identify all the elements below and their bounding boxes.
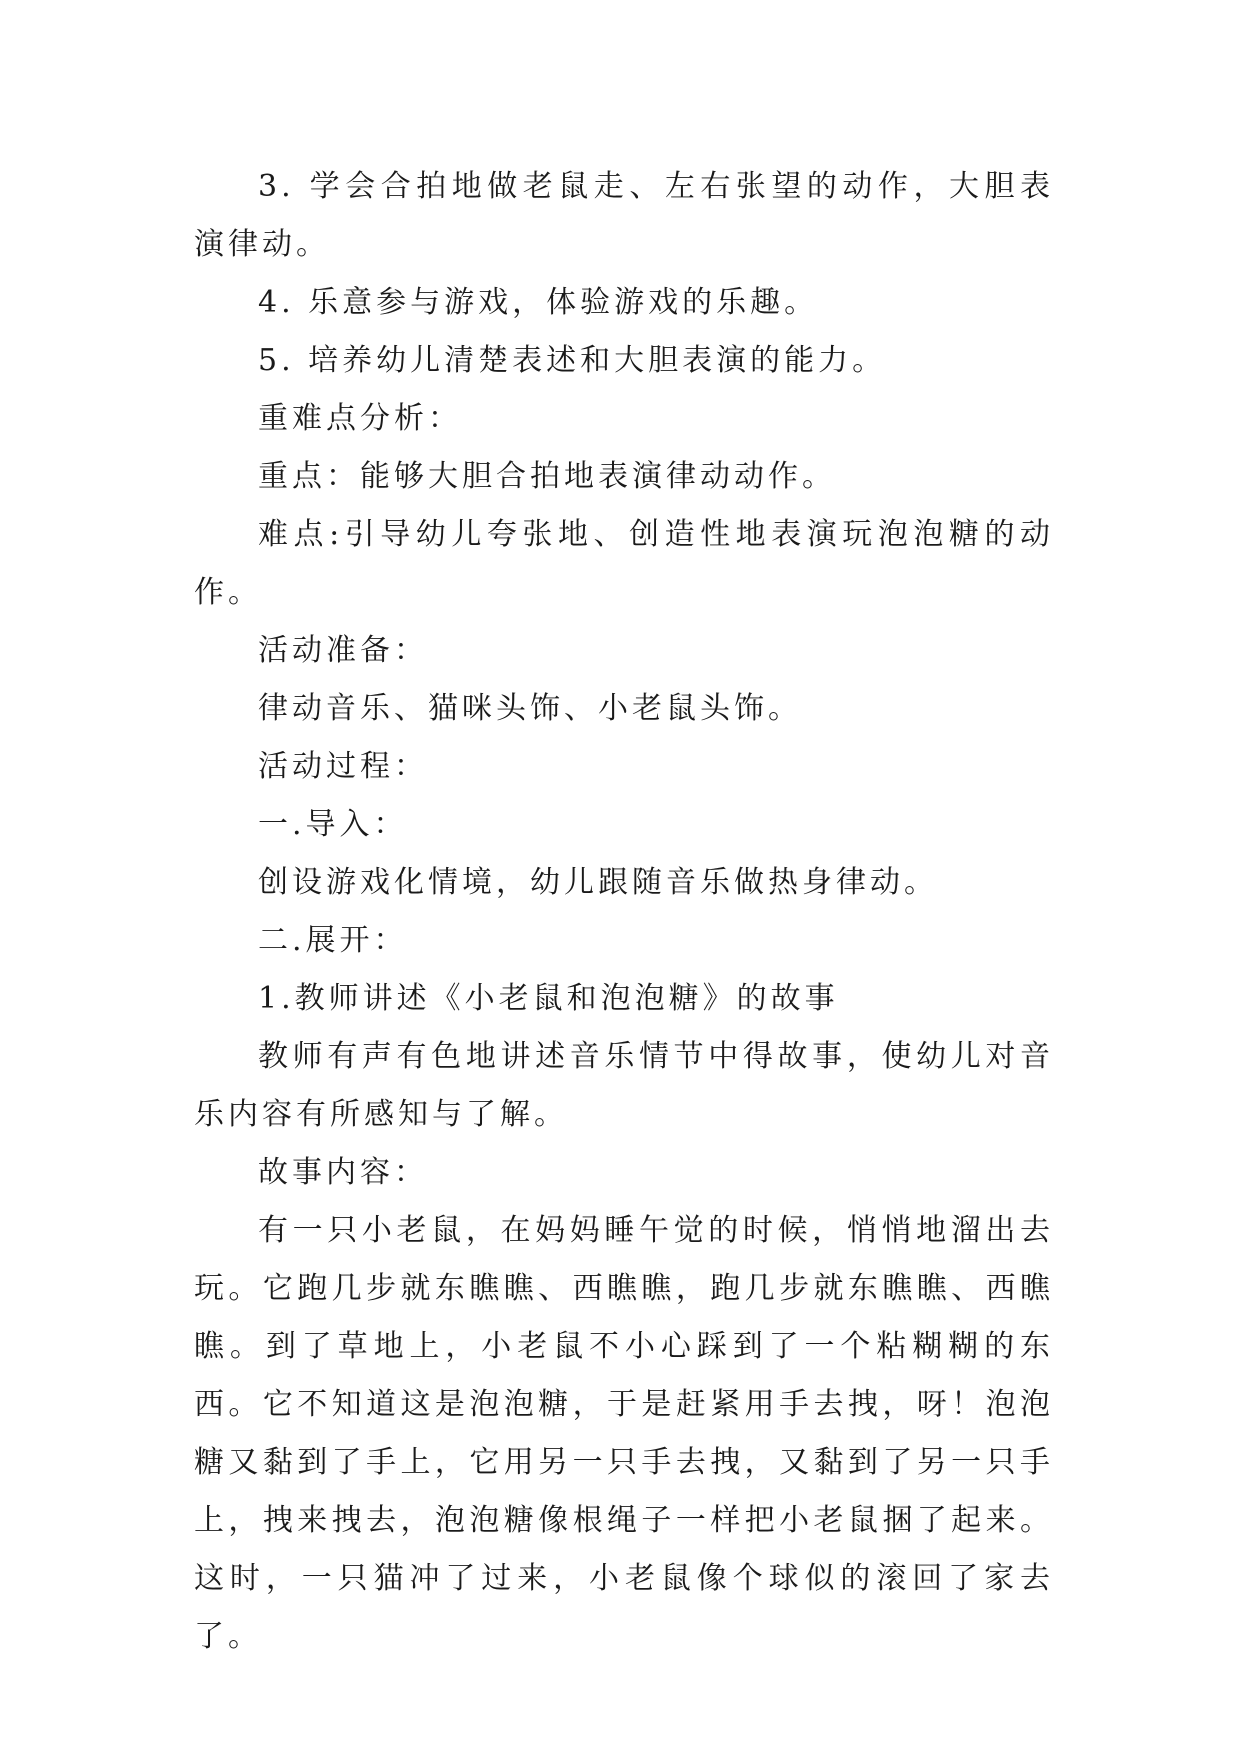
heading-introduction: 一.导入： <box>258 807 408 842</box>
paragraph-teacher-narration: 教师有声有色地讲述音乐情节中得故事，使幼儿对音乐内容有所感知与了解。 <box>194 1039 1054 1132</box>
paragraph-goal-4: 4. 乐意参与游戏，体验游戏的乐趣。 <box>258 285 819 320</box>
paragraph-step-1: 1.教师讲述《小老鼠和泡泡糖》的故事 <box>258 981 839 1016</box>
document-body <box>194 158 1054 1666</box>
heading-activity-process: 活动过程： <box>258 749 428 784</box>
paragraph-preparation-items: 律动音乐、猫咪头饰、小老鼠头饰。 <box>258 691 802 726</box>
heading-key-difficult-points: 重难点分析： <box>258 401 462 436</box>
paragraph-goal-5: 5. 培养幼儿清楚表述和大胆表演的能力。 <box>258 343 887 378</box>
paragraph-story: 有一只小老鼠，在妈妈睡午觉的时候，悄悄地溜出去玩。它跑几步就东瞧瞧、西瞧瞧，跑几步就东瞧瞧、西瞧瞧。到了草地上，小老鼠不小心踩到了一个粘糊糊的东西。它不知道这是泡泡糖，于是赶紧用手去拽，呀！泡泡糖又黏到了手上，它用另一只手去拽，又黏到了另一只手上，拽来拽去，泡泡糖像根绳子一样把小老鼠捆了起来。这时，一只猫冲了过来，小老鼠像个球似的滚回了家去了。 <box>194 1213 1054 1654</box>
paragraph-key-point: 重点：能够大胆合拍地表演律动动作。 <box>258 459 836 494</box>
paragraph-difficult-point: 难点:引导幼儿夸张地、创造性地表演玩泡泡糖的动作。 <box>194 517 1054 610</box>
paragraph-introduction: 创设游戏化情境，幼儿跟随音乐做热身律动。 <box>258 865 938 900</box>
heading-activity-preparation: 活动准备： <box>258 633 428 668</box>
heading-development: 二.展开： <box>258 923 408 958</box>
paragraph-goal-3: 3. 学会合拍地做老鼠走、左右张望的动作，大胆表演律动。 <box>194 169 1054 262</box>
heading-story-content: 故事内容： <box>258 1155 428 1190</box>
